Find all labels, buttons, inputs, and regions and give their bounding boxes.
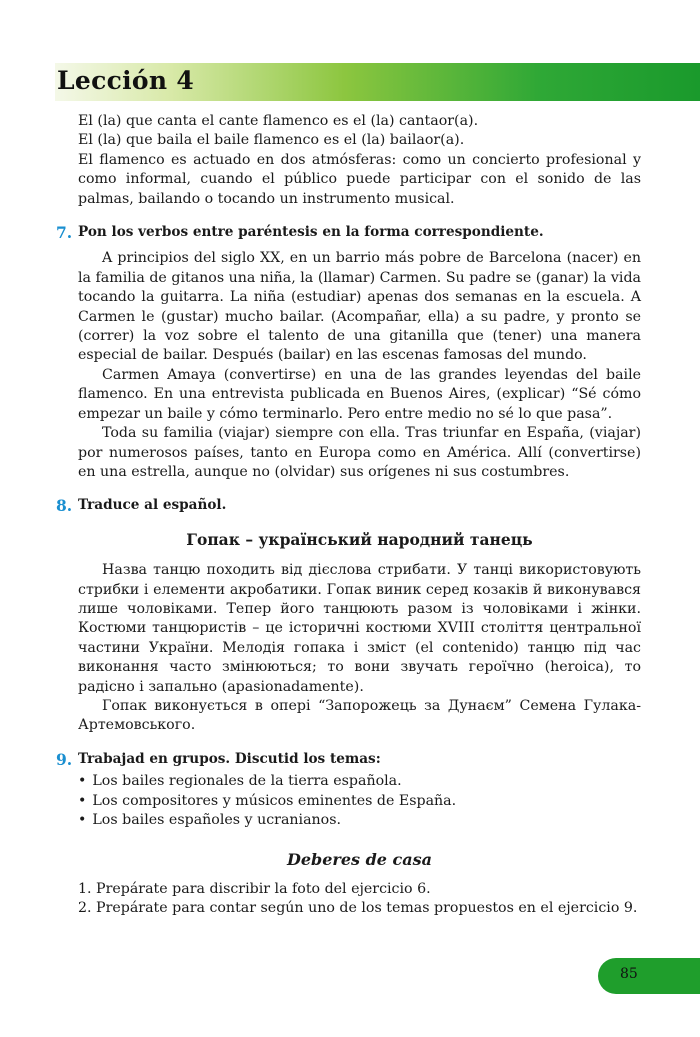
homework-item: 1. Prepárate para discribir la foto del ejercicio 6. <box>78 880 431 897</box>
page-number-tab <box>598 958 700 994</box>
list-item: • Los bailes regionales de la tierra española. <box>78 772 641 791</box>
intro-paragraph: El flamenco es actuado en dos atmósferas: como un concierto profesional y como informal, cuando el público puede participar con el sonido de las palmas, bailando o tocando un instrumento musical. <box>78 151 641 207</box>
exercise-7-paragraph: Toda su familia (viajar) siempre con ella. Tras triunfar en España, (viajar) por numerosos países, tanto en Europa como en América. Allí (convertirse) en una estrella, aunque no (olvidar) sus orígenes ni sus costumbres. <box>78 425 641 480</box>
lesson-title: Lección 4 <box>57 66 195 95</box>
homework-title: Deberes de casa <box>286 850 433 870</box>
homework-item: 2. Prepárate para contar según uno de los temas propuestos en el ejercicio 9. <box>78 900 638 917</box>
exercise-7-paragraph: Carmen Amaya (convertirse) en una de las grandes leyendas del baile flamenco. En una entrevista publicada en Buenos Aires, (explicar) “Sé cómo empezar un baile y cómo terminarlo. Pero entre medio no sé lo que pasa”. <box>78 366 641 422</box>
text-title: Гопак – український народний танець <box>186 529 533 549</box>
exercise-8-heading <box>56 496 641 516</box>
exercise-8-paragraph: Гопак виконується в опері “Запорожець за Дунаєм” Семена Гулака-Артемовського. <box>78 697 641 734</box>
exercise-7-heading <box>56 223 641 243</box>
exercise-8-paragraph: Назва танцю походить від дієслова стрибати. У танці використовують стрибки і елементи акробатики. Гопак виник серед козаків й виконувався лише чоловіками. Тепер його танцюють разом із чоловіками і жінки. Костюми танцюристів – це історичні костюми XVIII століття центральної частини України. Мелодія гопака і зміст (el contenido) танцю під час виконання часто змінюються; то вони звучать героїчно (heroica), то радісно і запально (apasionadamente). <box>78 562 641 695</box>
exercise-number: 9. <box>56 749 73 769</box>
exercise-title: Trabajad en grupos. Discutid los temas: <box>78 750 381 767</box>
exercise-7-paragraph: A principios del siglo XX, en un barrio más pobre de Barcelona (nacer) en la familia de gitanos una niña, la (llamar) Carmen. Su padre se (ganar) la vida tocando la guitarra. La niña (estudiar) apenas dos semanas en la escuela. A Carmen le (gustar) mucho bailar. (Acompañar, ella) a su padre, y pronto se (correr) la voz sobre el talento de una gitanilla que (tener) una manera especial de bailar. Después (bailar) en las escenas famosas del mundo. <box>78 250 641 364</box>
exercise-title: Traduce al español. <box>78 497 227 514</box>
intro-line: El (la) que canta el cante flamenco es el (la) cantaor(a). <box>78 113 479 129</box>
list-item: • Los bailes españoles y ucranianos. <box>78 811 641 830</box>
exercise-9-heading <box>56 749 641 769</box>
intro-line: El (la) que baila el baile flamenco es el (la) bailaor(a). <box>78 132 465 149</box>
exercise-number: 7. <box>56 223 73 243</box>
list-item: • Los compositores y músicos eminentes de España. <box>78 792 641 811</box>
exercise-title: Pon los verbos entre paréntesis en la forma correspondiente. <box>78 224 544 241</box>
exercise-number: 8. <box>56 496 73 516</box>
page-content <box>56 112 641 919</box>
topics-list <box>78 772 641 830</box>
page-number: 85 <box>620 966 638 982</box>
